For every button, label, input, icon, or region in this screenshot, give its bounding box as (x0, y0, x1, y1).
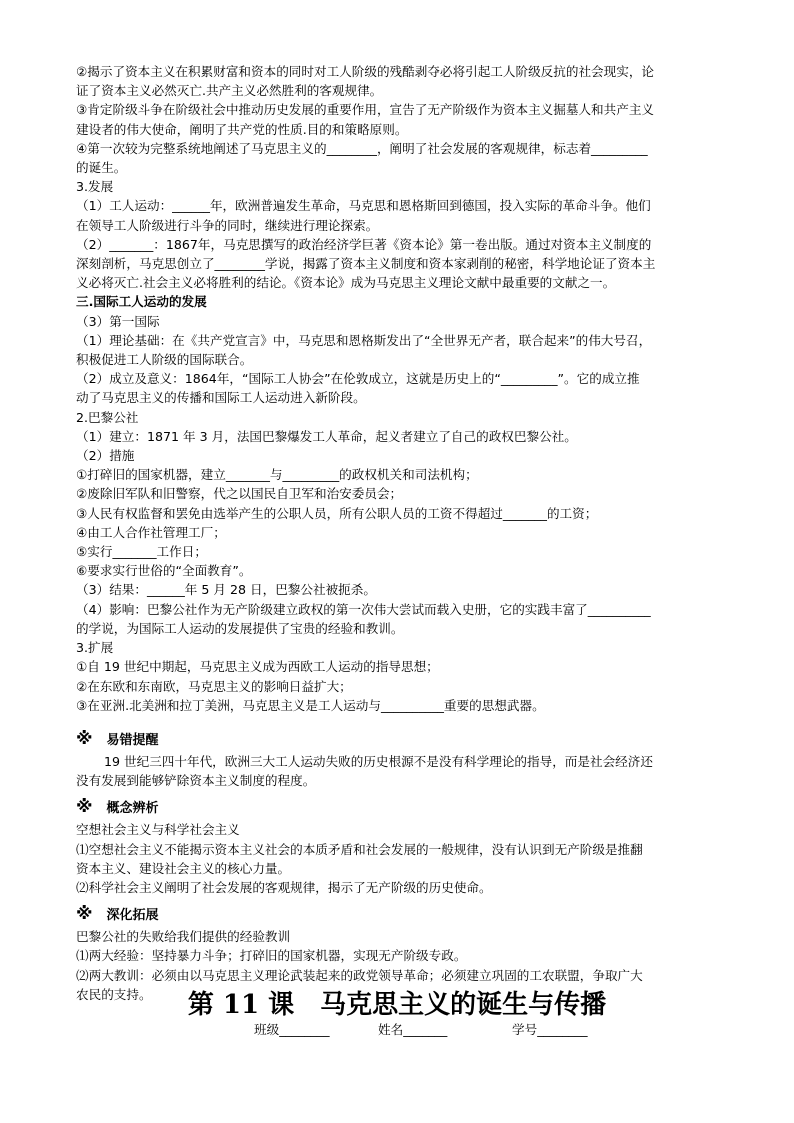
text-line: ⑥要求实行世俗的“全面教育”。 (76, 563, 252, 579)
student-id-field[interactable]: 学号________ (512, 1022, 588, 1037)
text-line: 建设者的伟大使命，阐明了共产党的性质.目的和策略原则。 (76, 121, 408, 137)
extension-title: 深化拓展 (106, 908, 159, 924)
text-line: 的诞生。 (76, 160, 127, 176)
section-heading: 三.国际工人运动的发展 (76, 294, 207, 310)
text-line: （1）建立：1871 年 3 月，法国巴黎爆发工人革命，起义者建立了自己的政权巴黎公社。 (76, 428, 577, 444)
subheading: （2）措施 (76, 448, 135, 464)
text-line: （1）理论基础：在《共产党宣言》中，马克思和恩格斯发出了“全世界无产者，联合起来”的伟大号召， (76, 332, 652, 348)
text-line: 积极促进工人阶级的国际联合。 (76, 352, 253, 368)
text-line: 动了马克思主义的传播和国际工人运动进入新阶段。 (76, 390, 366, 406)
student-info-row (254, 1020, 588, 1040)
text-line: ②废除旧军队和旧警察，代之以国民自卫军和治安委员会； (76, 486, 403, 502)
text-line: 没有发展到能够铲除资本主义制度的程度。 (76, 773, 316, 789)
text-line: （4）影响：巴黎公社作为无产阶级建立政权的第一次伟大尝试而载入史册，它的实践丰富了__________ (76, 601, 651, 617)
text-line: ②在东欧和东南欧，马克思主义的影响日益扩大； (76, 678, 352, 694)
text-line: 农民的支持。 (76, 986, 152, 1002)
name-field[interactable]: 姓名_______ (378, 1022, 448, 1037)
text-line: ①自 19 世纪中期起，马克思主义成为西欧工人运动的指导思想； (76, 659, 439, 675)
text-line: ③在亚洲.北美洲和拉丁美洲，马克思主义是工人运动与__________重要的思想武器。 (76, 697, 545, 713)
text-line: 空想社会主义与科学社会主义 (76, 822, 240, 838)
text-line: ③人民有权监督和罢免由选举产生的公职人员，所有公职人员的工资不得超过_______的工资； (76, 505, 598, 521)
text-line: ②揭示了资本主义在积累财富和资本的同时对工人阶级的残酷剥夺必将引起工人阶级反抗的社会现实，论 (76, 64, 655, 79)
text-line: ⑵科学社会主义阐明了社会发展的客观规律，揭示了无产阶级的历史使命。 (76, 879, 492, 895)
worksheet-body (76, 62, 720, 1004)
text-line: ⑤实行_______工作日； (76, 544, 207, 560)
text-line: 19 世纪三四十年代，欧洲三大工人运动失败的历史根源不是没有科学理论的指导，而是社会经济还 (104, 753, 653, 769)
subheading: 3.发展 (76, 179, 114, 195)
concepts-title: 概念辨析 (106, 801, 159, 817)
extension-heading (76, 903, 720, 927)
text-line: ⑴两大经验：坚持暴力斗争；打碎旧的国家机器，实现无产阶级专政。 (76, 948, 467, 964)
text-line: 资本主义、建设社会主义的核心力量。 (76, 860, 291, 876)
mistakes-title: 易错提醒 (106, 732, 159, 748)
reference-mark-icon: ※ (76, 904, 93, 925)
text-line: 义必将灭亡.社会主义必将胜利的结论。《资本论》成为马克思主义理论文献中最重要的文献之一。 (76, 275, 616, 291)
text-line: ③肯定阶级斗争在阶级社会中推动历史发展的重要作用，宣告了无产阶级作为资本主义掘墓人和共产主义 (76, 102, 655, 118)
class-field[interactable]: 班级________ (254, 1022, 330, 1037)
subheading: 3.扩展 (76, 640, 114, 656)
text-line: ①打碎旧的国家机器，建立_______与_________的政权机关和司法机构； (76, 467, 478, 483)
text-line: ⑴空想社会主义不能揭示资本主义社会的本质矛盾和社会发展的一般规律，没有认识到无产阶级是推翻 (76, 841, 643, 857)
text-line: 证了资本主义必然灭亡.共产主义必然胜利的客观规律。 (76, 83, 383, 99)
subheading: （3）第一国际 (76, 313, 160, 329)
reference-mark-icon: ※ (76, 728, 93, 749)
reference-mark-icon: ※ (76, 797, 93, 818)
text-line: 深刻剖析，马克思创立了________学说，揭露了资本主义制度和资本家剥削的秘密，科学地论证了资本主 (76, 256, 656, 272)
text-line: ④第一次较为完整系统地阐述了马克思主义的________，阐明了社会发展的客观规律，标志着_________ (76, 140, 648, 156)
text-line: 的学说，为国际工人运动的发展提供了宝贵的经验和教训。 (76, 620, 404, 636)
concepts-heading (76, 796, 720, 820)
lesson-title: 第 11 课 马克思主义的诞生与传播 (187, 990, 607, 1020)
text-line: （2）_______：1867年，马克思撰写的政治经济学巨著《资本论》第一卷出版。通过对资本主义制度的 (76, 236, 652, 252)
subheading: 2.巴黎公社 (76, 409, 139, 425)
text-line: （1）工人运动：______年，欧洲普遍发生革命，马克思和恩格斯回到德国，投入实际的革命斗争。他们 (76, 198, 651, 214)
text-line: ④由工人合作社管理工厂； (76, 524, 226, 540)
text-line: ⑵两大教训：必须由以马克思主义理论武装起来的政党领导革命；必须建立巩固的工农联盟，争取广大 (76, 967, 643, 983)
text-line: 巴黎公社的失败给我们提供的经验教训 (76, 929, 291, 945)
text-line: （3）结果：______年 5 月 28 日，巴黎公社被扼杀。 (76, 582, 376, 598)
mistakes-heading (76, 728, 720, 752)
text-line: 在领导工人阶级进行斗争的同时，继续进行理论探索。 (76, 217, 379, 233)
text-line: （2）成立及意义：1864年，“国际工人协会”在伦敦成立，这就是历史上的“_________”。它的成立推 (76, 371, 640, 387)
